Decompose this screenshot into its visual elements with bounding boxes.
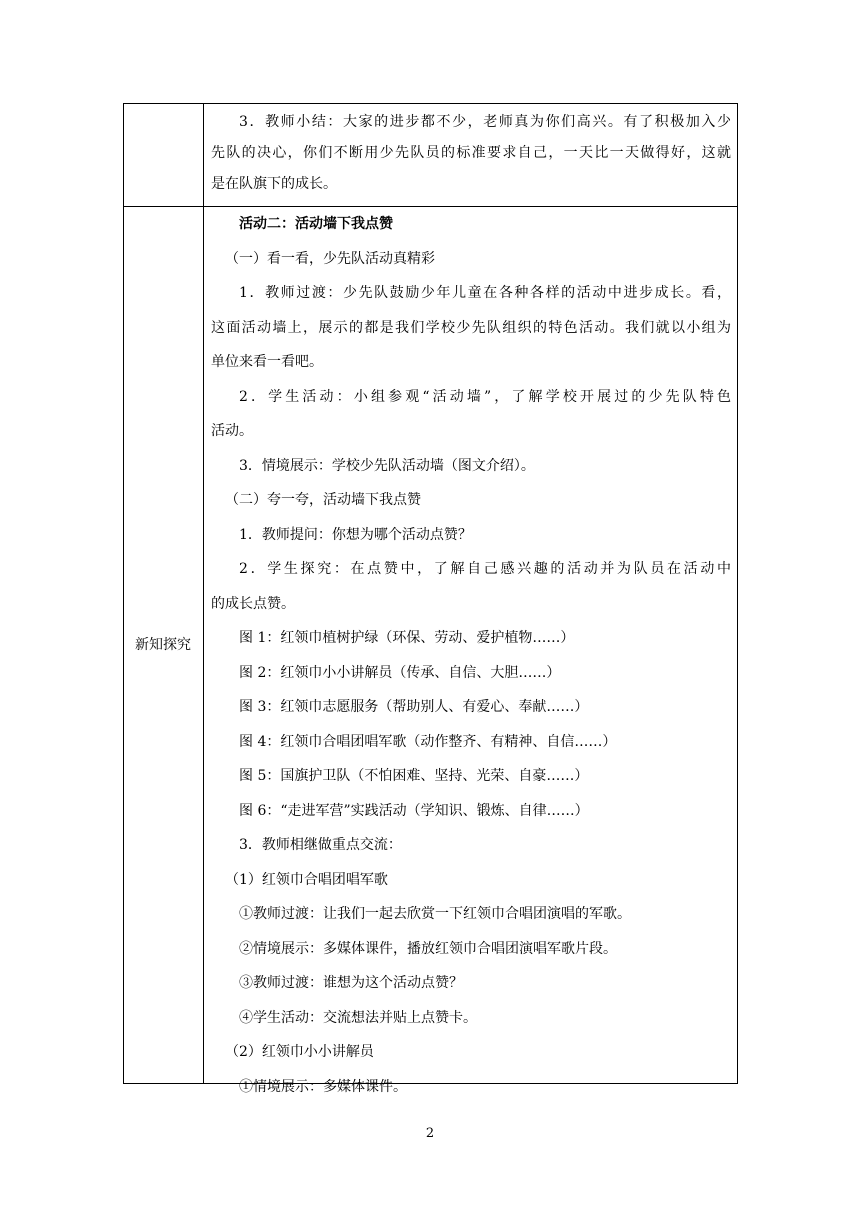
row-content-summary	[211, 107, 731, 200]
figure-item: 图 5：国旗护卫队（不怕困难、坚持、光荣、自豪……）	[239, 768, 589, 784]
section-heading: （一）看一看，少先队活动真精彩	[225, 250, 435, 267]
subsection-heading: （1）红领巾合唱团唱军歌	[225, 871, 388, 888]
text-line: 3．教师小结：大家的进步都不少，老师真为你们高兴。有了积极加入少	[239, 114, 731, 130]
text-line: 2．学生活动：小组参观“活动墙”，了解学校开展过的少先队特色	[239, 388, 731, 405]
figure-item: 图 1：红领巾植树护绿（环保、劳动、爱护植物……）	[239, 630, 575, 646]
text-line: 这面活动墙上，展示的都是我们学校少先队组织的特色活动。我们就以小组为	[211, 319, 731, 336]
figure-item: 图 3：红领巾志愿服务（帮助别人、有爱心、奉献……）	[239, 699, 589, 715]
step-item: ②情境展示：多媒体课件，播放红领巾合唱团演唱军歌片段。	[239, 940, 617, 957]
figure-item: 图 6：“走进军营”实践活动（学知识、锻炼、自律……）	[239, 802, 589, 819]
step-item: ①教师过渡：让我们一起去欣赏一下红领巾合唱团演唱的军歌。	[239, 906, 631, 922]
row-content-activity	[211, 207, 731, 1104]
table-left-border	[123, 103, 124, 1084]
page-number: 2	[425, 1126, 435, 1141]
step-item: ④学生活动：交流想法并贴上点赞卡。	[239, 1009, 477, 1026]
text-line: 单位来看一看吧。	[211, 354, 323, 370]
lesson-plan-table	[123, 103, 738, 1095]
text-line: 先队的决心，你们不断用少先队员的标准要求自己，一天比一天做得好，这就	[211, 145, 731, 161]
text-line: 1．教师提问：你想为哪个活动点赞？	[239, 526, 472, 543]
text-line: 是在队旗下的成长。	[211, 176, 337, 192]
text-line: 的成长点赞。	[211, 595, 295, 612]
section-heading: （二）夸一夸，活动墙下我点赞	[225, 492, 421, 508]
text-line: 3．教师相继做重点交流：	[239, 837, 402, 853]
figure-item: 图 4：红领巾合唱团唱军歌（动作整齐、有精神、自信……）	[239, 733, 617, 750]
text-line: 3．情境展示：学校少先队活动墙（图文介绍）。	[239, 457, 535, 474]
text-line: 活动。	[211, 423, 253, 439]
text-line: 1．教师过渡：少先队鼓励少年儿童在各种各样的活动中进步成长。看，	[239, 285, 731, 301]
table-top-border	[123, 103, 738, 104]
step-item: ①情境展示：多媒体课件。	[239, 1078, 407, 1095]
figure-item: 图 2：红领巾小小讲解员（传承、自信、大胆……）	[239, 664, 561, 681]
table-right-border	[737, 103, 738, 1084]
column-divider	[203, 103, 204, 1084]
subsection-heading: （2）红领巾小小讲解员	[225, 1044, 374, 1060]
row-label-new-knowledge: 新知探究	[135, 637, 191, 653]
step-item: ③教师过渡：谁想为这个活动点赞？	[239, 975, 463, 991]
activity-heading: 活动二：活动墙下我点赞	[239, 216, 393, 232]
text-line: 2．学生探究：在点赞中，了解自己感兴趣的活动并为队员在活动中	[239, 561, 731, 577]
